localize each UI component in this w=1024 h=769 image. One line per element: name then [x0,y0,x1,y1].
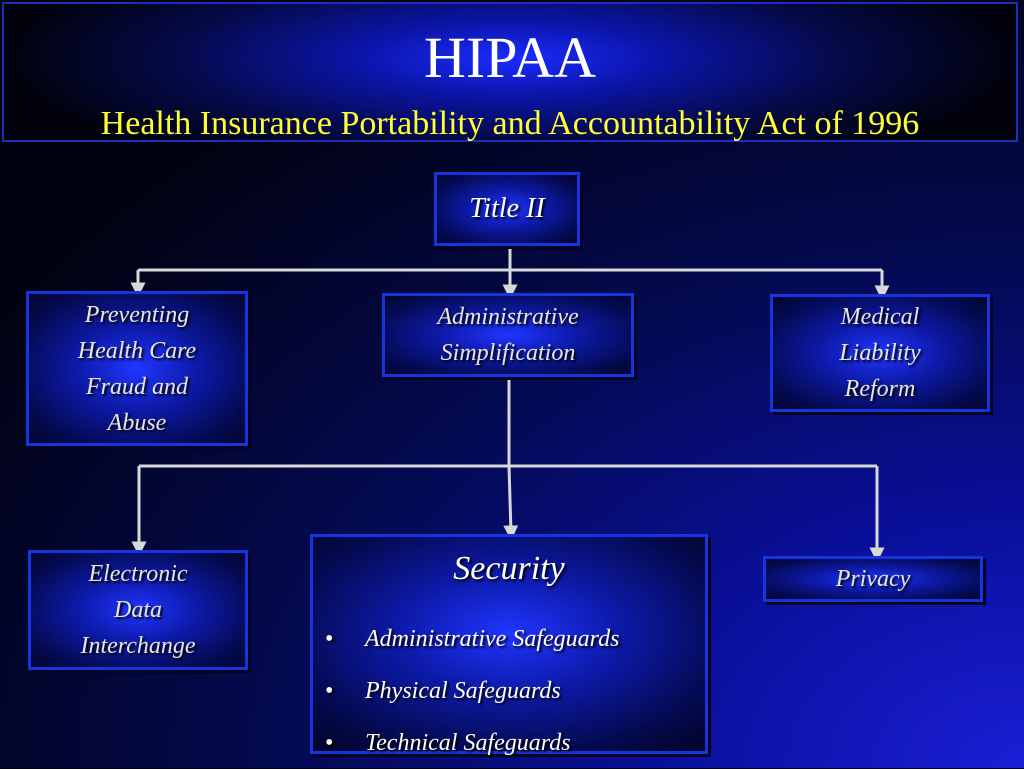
slide-subtitle: Health Insurance Portability and Accountability Act of 1996 [100,105,920,142]
node-medical-liability-reform-label: Medical Liability Reform [839,304,921,402]
node-privacy-label: Privacy [835,566,911,592]
node-electronic-data-interchange-label: Electronic Data Interchange [80,561,196,659]
list-item [325,717,619,769]
slide-title: HIPAA [424,25,596,90]
node-medical-liability-reform [770,294,990,412]
node-security [310,534,708,754]
connector-to-security [509,466,511,533]
node-title-ii [434,172,580,246]
node-security-heading: Security [453,550,565,587]
node-electronic-data-interchange [28,550,248,670]
list-item [325,665,619,717]
safeguard-label: Administrative Safeguards [365,626,620,652]
bullet-icon: • [325,626,334,652]
bullet-icon: • [325,678,334,704]
list-item [325,613,619,665]
safeguard-label: Physical Safeguards [365,678,561,704]
node-administrative-simplification [382,293,634,377]
node-title-ii-label: Title II [469,193,545,224]
bullet-icon: • [325,730,334,756]
node-fraud-abuse-label: Preventing Health Care Fraud and Abuse [77,301,197,436]
security-safeguards-list [325,613,619,769]
node-administrative-simplification-label: Administrative Simplification [437,304,579,366]
node-fraud-abuse [26,291,248,446]
node-privacy [763,556,983,602]
safeguard-label: Technical Safeguards [365,730,571,756]
